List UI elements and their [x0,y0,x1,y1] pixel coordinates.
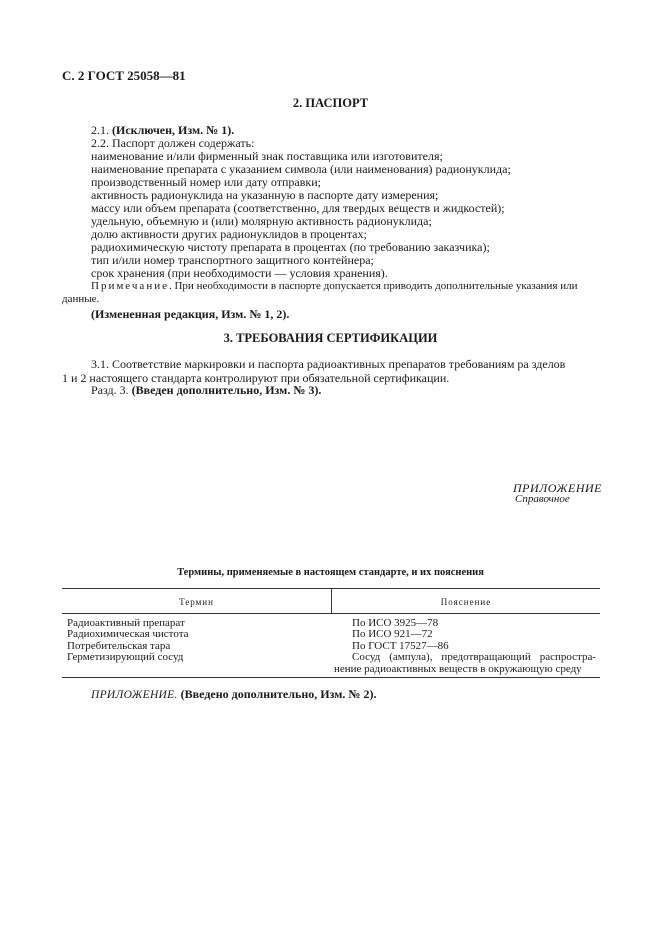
table-bottom-rule [62,677,600,678]
appendix-footer-label: ПРИЛОЖЕНИЕ. [91,689,178,701]
explanation-cell: По ИСО 921—72 [352,628,433,640]
note-text: . При необходимости в паспорте допускается приводить дополнительные указания или [168,280,578,292]
appendix-title: ПРИЛОЖЕНИЕ [513,481,602,495]
list-item: наименование и/или фирменный знак поставщика или изготовителя; [91,149,443,163]
item-2-2: 2.2. Паспорт должен содержать: [91,136,255,150]
explanation-cell-continuation: нение радиоактивных веществ в окружающую среду [334,663,582,675]
table-caption: Термины, применяемые в настоящем стандарте, и их пояснения [177,567,484,578]
list-item: радиохимическую чистоту препарата в процентах (по требованию заказчика); [91,240,490,254]
explanation-cell: По ГОСТ 17527—86 [352,640,449,652]
list-item: тип и/или номер транспортного защитного контейнера; [91,253,374,267]
column-header-explanation: Пояснение [440,597,492,607]
list-item: долю активности других радионуклидов в процентах; [91,227,367,241]
term-cell: Герметизирующий сосуд [67,651,184,663]
section-3-note [91,384,321,397]
term-cell: Радиоактивный препарат [67,617,185,629]
term-cell: Радиохимическая чистота [67,628,189,640]
list-item: срок хранения (при необходимости — условия хранения). [91,266,388,280]
edition-note: (Измененная редакция, Изм. № 1, 2). [91,307,290,321]
column-header-term: Термин [179,597,214,607]
list-item: удельную, объемную и (или) молярную активность радионуклида; [91,214,432,228]
note-label: Примечание [91,280,169,292]
list-item: производственный номер или дату отправки; [91,175,321,189]
list-item: наименование препарата с указанием символа (или наименования) радионуклида; [91,162,511,176]
table-header-rule [62,613,600,614]
page-header: С. 2 ГОСТ 25058—81 [62,68,186,83]
section-3-introduced: (Введен дополнительно, Изм. № 3). [131,383,322,397]
explanation-cell: Сосуд (ампула), предотвращающий распростра- [352,651,596,663]
explanation-cell: По ИСО 3925—78 [352,617,439,629]
item-3-1: 3.1. Соответствие маркировки и паспорта радиоактивных препаратов требованиям ра зделов [91,357,566,371]
section-3-title: 3. ТРЕБОВАНИЯ СЕРТИФИКАЦИИ [223,331,438,345]
list-item: активность радионуклида на указанную в паспорте дату измерения; [91,188,439,202]
note-continuation: данные. [62,293,100,305]
list-item: массу или объем препарата (соответственно, для твердых веществ и жидкостей); [91,201,505,215]
term-cell: Потребительская тара [67,640,171,652]
note [91,280,578,293]
section-2-title: 2. ПАСПОРТ [292,96,369,110]
item-2-1-number: 2.1. [91,123,109,137]
appendix-subtitle: Справочное [515,493,570,505]
section-3-prefix: Разд. 3. [91,383,129,397]
appendix-footer [91,688,376,702]
item-3-1-continuation: 1 и 2 настоящего стандарта контролируют при обязательной сертификации. [62,371,450,385]
item-2-1-text: (Исключен, Изм. № 1). [112,123,235,137]
appendix-footer-text: (Введено дополнительно, Изм. № 2). [180,687,377,701]
